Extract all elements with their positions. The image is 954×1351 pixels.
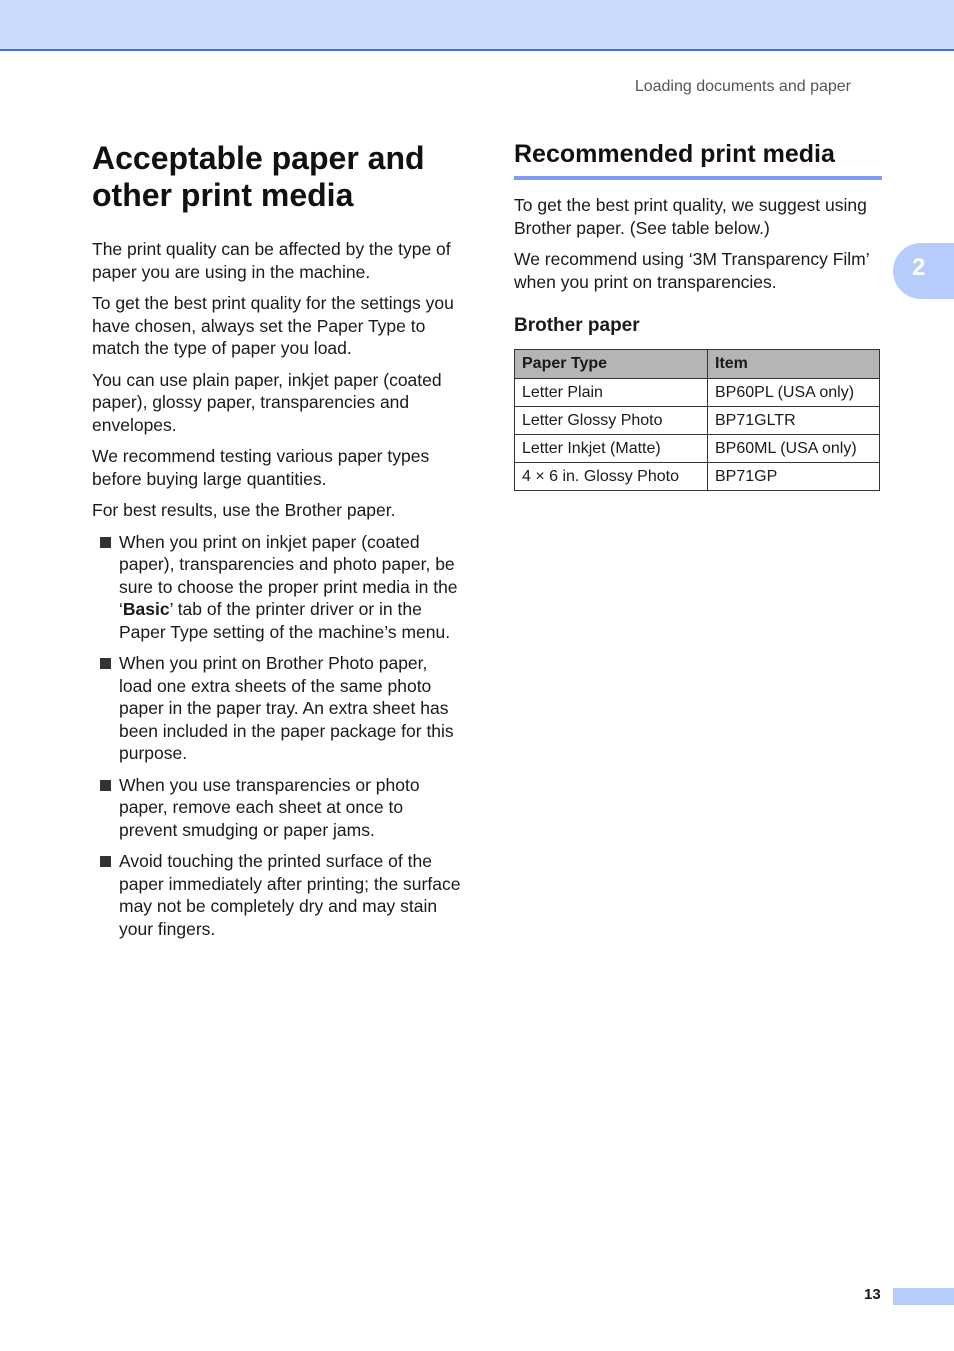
table-row [515,379,880,407]
bullet-list [92,531,462,941]
list-item [92,774,462,842]
paragraph: We recommend testing various paper types before buying large quantities. [92,446,430,489]
paper-table [514,349,880,491]
bullet-text-start: When you print on inkjet paper (coated paper), transparencies and photo paper, be sure to choose the proper print media in the ‘ [119,531,458,619]
left-column [92,140,462,949]
subsection-title: Brother paper [514,315,640,336]
table-cell: BP71GP [708,463,880,491]
table-cell: Letter Inkjet (Matte) [515,435,708,463]
right-column [514,140,882,491]
square-bullet-icon [100,856,111,867]
table-row [515,463,880,491]
table-header-row [515,350,880,379]
header-bar [0,0,954,51]
column-header: Item [708,350,880,379]
table-cell: BP60ML (USA only) [708,435,880,463]
bold-tab-name: Basic [122,599,170,619]
square-bullet-icon [100,780,111,791]
paragraph: For best results, use the Brother paper. [92,500,396,520]
footer-bar [893,1288,954,1305]
list-item [92,850,462,940]
paragraph: To get the best print quality, we suggest using Brother paper. (See table below.) [514,195,867,238]
chapter-number: 2 [912,254,926,281]
paragraph: The print quality can be affected by the type of paper you are using in the machine. [92,239,451,282]
square-bullet-icon [100,658,111,669]
page-number: 13 [864,1286,881,1303]
paragraph: You can use plain paper, inkjet paper (coated paper), glossy paper, transparencies and envelopes. [92,369,442,435]
bullet-text: Avoid touching the printed surface of the paper immediately after printing; the surface may not be completely dry and may stain your fingers. [119,851,461,939]
table-row [515,407,880,435]
bullet-text: When you print on Brother Photo paper, load one extra sheets of the same photo paper in the paper tray. An extra sheet has been included in the paper package for this purpose. [119,653,454,763]
paragraph: To get the best print quality for the settings you have chosen, always set the Paper Type to match the type of paper you load. [92,293,454,358]
table-cell: BP71GLTR [708,407,880,435]
bullet-text-end: ’ tab of the printer driver or in the Paper Type setting of the machine’s menu. [119,599,451,642]
table-cell: Letter Plain [515,379,708,407]
list-item [92,652,462,765]
square-bullet-icon [100,537,111,548]
page-title: Acceptable paper and other print media [92,140,425,213]
paragraph: We recommend using ‘3M Transparency Film’ when you print on transparencies. [514,249,869,292]
bullet-text: When you use transparencies or photo paper, remove each sheet at once to prevent smudging or paper jams. [119,774,420,840]
table-cell: Letter Glossy Photo [515,407,708,435]
table-row [515,435,880,463]
table-cell: BP60PL (USA only) [708,379,880,407]
running-head: Loading documents and paper [634,78,851,95]
section-title: Recommended print media [514,140,882,180]
list-item [92,531,462,644]
column-header: Paper Type [515,350,708,379]
table-cell: 4 × 6 in. Glossy Photo [515,463,708,491]
